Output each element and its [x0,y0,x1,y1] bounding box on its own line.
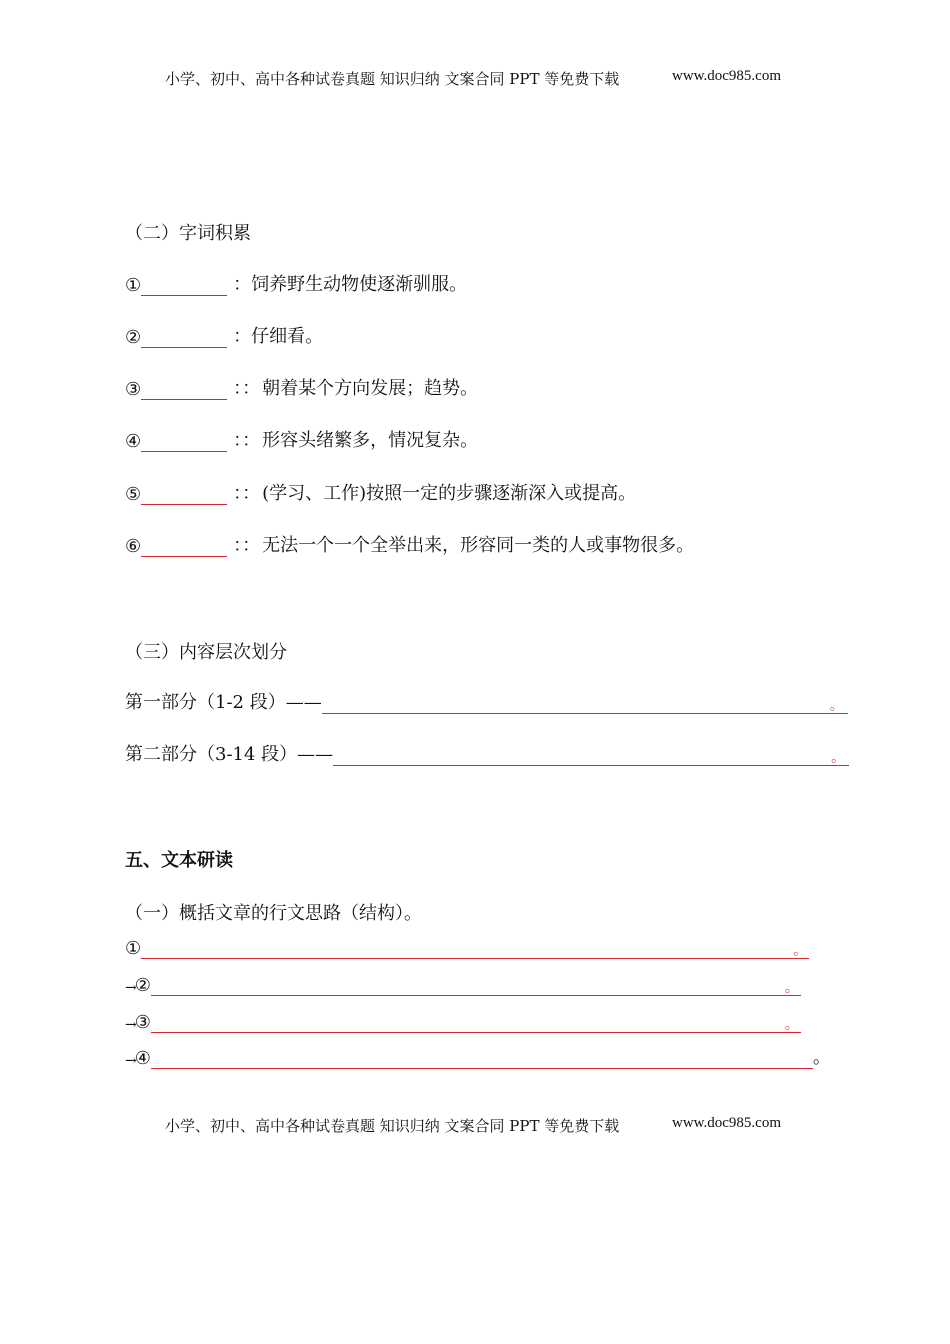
answer-blank[interactable] [141,534,227,557]
definition: (学习、工作)按照一定的步骤逐渐深入或提高。 [262,483,637,504]
definition: 朝着某个方向发展；趋势。 [262,378,479,399]
vocab-item-6 [125,531,694,557]
separator: ：： [233,535,261,556]
answer-blank[interactable] [151,1010,785,1033]
layer-part-1 [125,688,848,714]
section5-subheading: （一）概括文章的行文思路（结构）。 [125,903,422,924]
answer-blank[interactable] [322,691,830,714]
item-number: ① [125,275,142,296]
separator: ：： [233,483,261,504]
vocab-item-5 [125,479,636,505]
item-number: ④ [125,431,142,452]
header-text: 小学、初中、高中各种试卷真题 知识归纳 文案合同 PPT 等免费下载 [165,70,620,88]
step-number: ① [125,938,142,959]
header-url[interactable]: www.doc985.com [672,68,782,84]
answer-blank[interactable] [141,482,227,505]
definition: 饲养野生动物使逐渐驯服。 [251,274,468,295]
answer-blank[interactable] [151,1046,813,1069]
separator: ： [233,274,252,295]
part-label: 第二部分（3-14 段）—— [125,744,334,765]
separator: ：： [233,378,261,399]
answer-blank[interactable] [141,936,793,959]
item-number: ⑤ [125,484,142,505]
layer-part-2 [125,740,849,766]
end-period: 。 [831,743,849,766]
item-number: ② [125,327,142,348]
item-number: ③ [125,379,142,400]
vocab-heading: （二）字词积累 [125,223,251,244]
flow-step-4 [125,1043,831,1069]
answer-blank[interactable] [333,743,831,766]
vocab-item-2 [125,322,323,348]
separator: ：： [233,430,261,451]
definition: 无法一个一个全举出来，形容同一类的人或事物很多。 [262,535,695,556]
step-number: ④ [134,1048,151,1069]
end-period: 。 [793,936,809,959]
answer-blank[interactable] [141,377,227,400]
arrow-right-icon: → [125,1017,135,1033]
definition: 仔细看。 [251,326,324,347]
step-number: ② [134,975,151,996]
answer-blank[interactable] [151,973,785,996]
vocab-item-4 [125,426,478,452]
answer-blank[interactable] [141,273,227,296]
step-number: ③ [134,1012,151,1033]
vocab-item-1 [125,270,467,296]
definition: 形容头绪繁多，情况复杂。 [262,430,479,451]
arrow-right-icon: → [125,980,135,996]
flow-step-3 [125,1007,801,1033]
footer-text: 小学、初中、高中各种试卷真题 知识归纳 文案合同 PPT 等免费下载 [165,1117,620,1135]
layers-heading: （三）内容层次划分 [125,642,287,663]
flow-step-1 [125,933,809,959]
separator: ： [233,326,252,347]
answer-blank[interactable] [141,429,227,452]
part-label: 第一部分（1-2 段）—— [125,692,322,713]
footer-url[interactable]: www.doc985.com [672,1115,782,1131]
vocab-item-3 [125,374,478,400]
end-period: 。 [785,973,801,996]
end-period: 。 [785,1010,801,1033]
item-number: ⑥ [125,536,142,557]
end-period: 。 [830,691,848,714]
flow-step-2 [125,970,801,996]
end-period: 。 [812,1047,831,1068]
section5-heading: 五、文本研读 [125,850,233,871]
answer-blank[interactable] [141,325,227,348]
arrow-right-icon: → [125,1053,135,1069]
